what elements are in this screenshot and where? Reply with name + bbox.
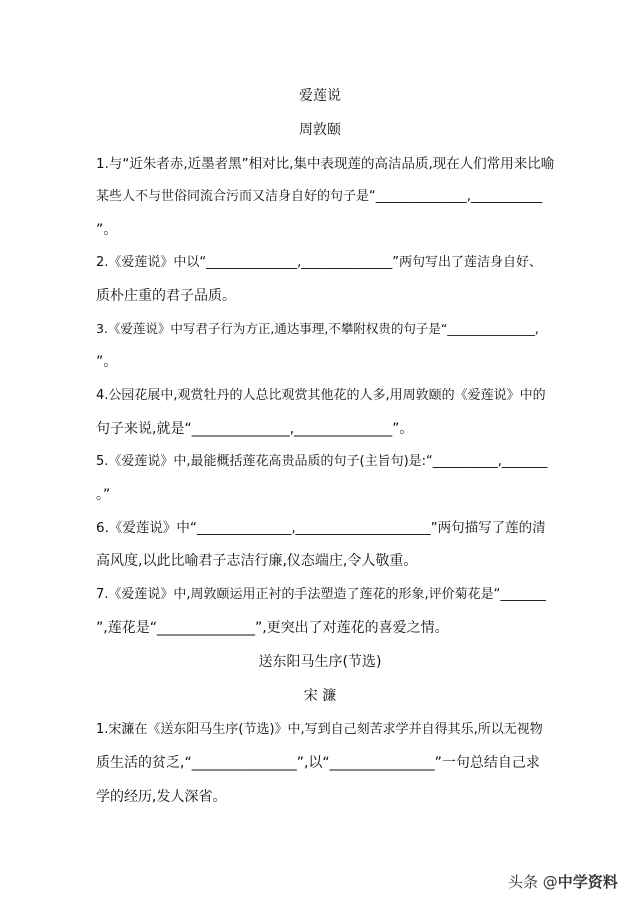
s1-q2-line1: 2.《爱莲说》中以“______________,______________”两句写出了莲洁身自好、 — [96, 255, 543, 270]
watermark — [508, 872, 618, 892]
s1-q7-line1: 7.《爱莲说》中,周敦颐运用正衬的手法塑造了莲花的形象,评价菊花是“_______ — [96, 587, 546, 602]
s1-q7-line2: ”,莲花是“______________”,更突出了对莲花的喜爱之情。 — [96, 620, 449, 636]
s1-q2-line2: 质朴庄重的君子品质。 — [96, 288, 236, 304]
s1-q3-line1: 3.《爱莲说》中写君子行为方正,通达事理,不攀附权贵的句子是“______________, — [96, 321, 539, 336]
s1-q3-line2: ”。 — [96, 354, 118, 370]
s1-q6-line2: 高风度,以此比喻君子志洁行廉,仪态端庄,令人敬重。 — [96, 553, 418, 569]
s2-q1-line1: 1.宋濂在《送东阳马生序(节选)》中,写到自己刻苦求学并自得其乐,所以无视物 — [96, 722, 543, 737]
section1-title: 爱莲说 — [299, 88, 341, 104]
section1-author: 周敦颐 — [299, 122, 341, 138]
section2-author: 宋 濂 — [303, 688, 337, 704]
s1-q4-line2: 句子来说,就是“______________,______________”。 — [96, 421, 414, 437]
s1-q5-line2: 。” — [96, 487, 111, 503]
s1-q1-line1: 1.与“近朱者赤,近墨者黑”相对比,集中表现莲的高洁品质,现在人们常用来比喻 — [96, 156, 555, 172]
s1-q1-line3: ”。 — [96, 222, 118, 238]
watermark-brand: 中学资料 — [557, 873, 618, 891]
s1-q6-line1: 6.《爱莲说》中“______________,____________________”两句描写了莲的清 — [96, 520, 546, 536]
watermark-prefix: 头条 @ — [508, 873, 558, 891]
s2-q1-line3: 学的经历,发人深省。 — [96, 789, 227, 805]
s2-q1-line2: 质生活的贫乏,“_______________”,以“_______________”一句总结自己求 — [96, 755, 540, 771]
s1-q1-line2: 某些人不与世俗同流合污而又洁身自好的句子是“______________,___________ — [96, 189, 543, 204]
section2-title: 送东阳马生序(节选) — [258, 654, 382, 670]
s1-q5-line1: 5.《爱莲说》中,最能概括莲花高贵品质的句子(主旨句)是:“__________,_______ — [96, 454, 548, 469]
s1-q4-line1: 4.公园花展中,观赏牡丹的人总比观赏其他花的人多,用周敦颐的《爱莲说》中的 — [96, 388, 546, 403]
